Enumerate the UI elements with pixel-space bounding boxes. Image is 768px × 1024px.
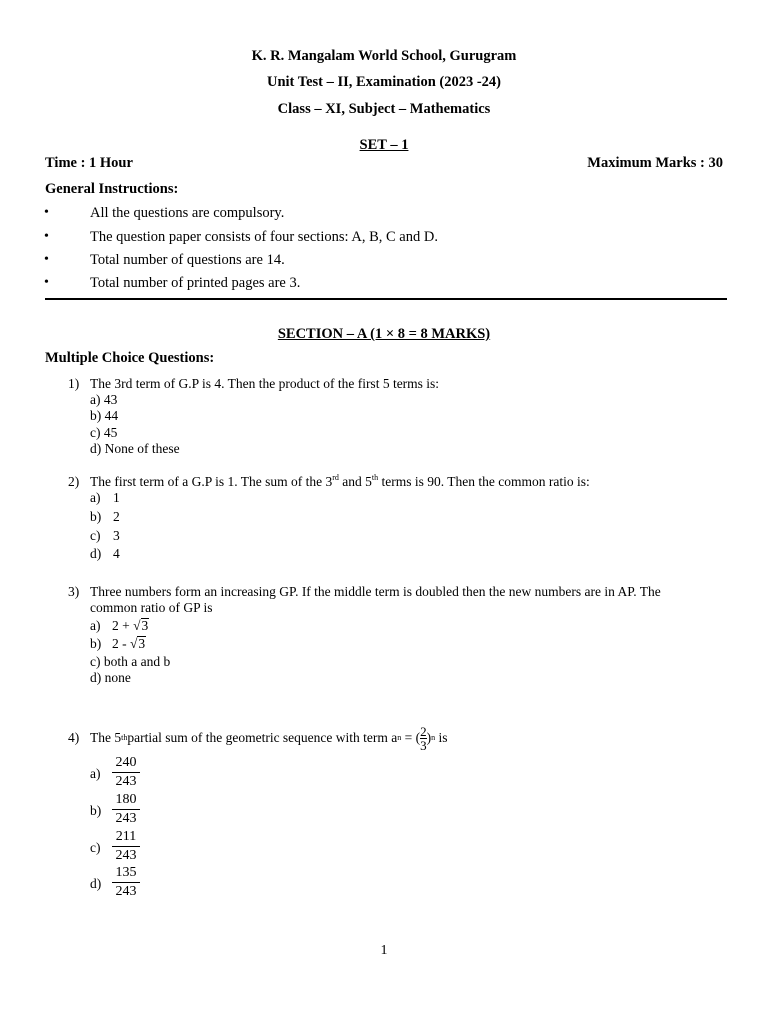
school-name: K. R. Mangalam World School, Gurugram bbox=[251, 48, 517, 64]
option-label: a) bbox=[90, 618, 101, 633]
question-text: The 3rd term of G.P is 4. Then the product of the first 5 terms is: bbox=[90, 376, 440, 391]
max-marks-label: Maximum Marks : 30 bbox=[587, 155, 723, 171]
section-a-title bbox=[0, 326, 768, 343]
bullet-icon: • bbox=[44, 275, 49, 290]
option-label: b) bbox=[90, 803, 102, 818]
option-value: 2 bbox=[113, 509, 120, 524]
option-label: b) bbox=[90, 636, 102, 651]
question-number: 2) bbox=[68, 474, 80, 489]
set-label bbox=[0, 137, 768, 154]
page-number: 1 bbox=[380, 943, 388, 958]
option-value: 3 bbox=[113, 528, 120, 543]
divider-line bbox=[45, 298, 727, 300]
option: d) None of these bbox=[90, 441, 180, 456]
option-value: 2 + √3 bbox=[112, 618, 149, 633]
option-label: d) bbox=[90, 546, 102, 561]
option-label: b) bbox=[90, 509, 102, 524]
option-fraction: 240 243 bbox=[112, 755, 140, 790]
time-label: Time : 1 Hour bbox=[45, 155, 133, 171]
exam-title: Unit Test – II, Examination (2023 -24) bbox=[266, 74, 502, 90]
section-a-text: SECTION – A (1 × 8 = 8 MARKS) bbox=[277, 326, 491, 342]
option: a) 43 bbox=[90, 392, 118, 407]
fraction: $\frac{2}{3}$ bbox=[420, 723, 427, 753]
bullet-icon: • bbox=[44, 205, 49, 220]
instruction-item: All the questions are compulsory. bbox=[90, 205, 285, 221]
bullet-icon: • bbox=[44, 229, 49, 244]
option-fraction: 135 243 bbox=[112, 865, 140, 900]
question-text: Three numbers form an increasing GP. If the middle term is doubled then the new numbers are in AP. The bbox=[90, 584, 661, 599]
class-subject: Class – XI, Subject – Mathematics bbox=[277, 101, 491, 117]
instruction-item: Total number of printed pages are 3. bbox=[90, 275, 301, 291]
instruction-item: The question paper consists of four sections: A, B, C and D. bbox=[90, 229, 438, 245]
option-value: 4 bbox=[113, 546, 120, 561]
question-number: 3) bbox=[68, 584, 80, 599]
instructions-title: General Instructions: bbox=[45, 181, 179, 197]
question-number: 1) bbox=[68, 376, 80, 391]
option: b) 44 bbox=[90, 408, 119, 423]
option: c) 45 bbox=[90, 425, 118, 440]
option-label: d) bbox=[90, 876, 102, 891]
question-text-cont: common ratio of GP is bbox=[90, 600, 213, 615]
option-fraction: 211 243 bbox=[112, 829, 140, 864]
question-text: The 5 th partial sum of the geometric sequence with term a n = ( $\frac{2}{3}$ ) n is bbox=[90, 723, 448, 753]
option-fraction: 180 243 bbox=[112, 792, 140, 827]
option-label: a) bbox=[90, 766, 101, 781]
option-label: a) bbox=[90, 490, 101, 505]
option-label: c) bbox=[90, 528, 101, 543]
option-value: 1 bbox=[113, 490, 120, 505]
option-value: 2 - √3 bbox=[112, 636, 146, 651]
option: c) both a and b bbox=[90, 654, 171, 669]
option-label: c) bbox=[90, 840, 101, 855]
question-text: The first term of a G.P is 1. The sum of the 3rd and 5th terms is 90. Then the common ratio is: bbox=[90, 473, 590, 489]
mcq-subtitle: Multiple Choice Questions: bbox=[45, 350, 215, 366]
question-number: 4) bbox=[68, 730, 80, 745]
bullet-icon: • bbox=[44, 252, 49, 267]
set-text: SET – 1 bbox=[359, 137, 409, 153]
option: d) none bbox=[90, 670, 131, 685]
instruction-item: Total number of questions are 14. bbox=[90, 252, 285, 268]
